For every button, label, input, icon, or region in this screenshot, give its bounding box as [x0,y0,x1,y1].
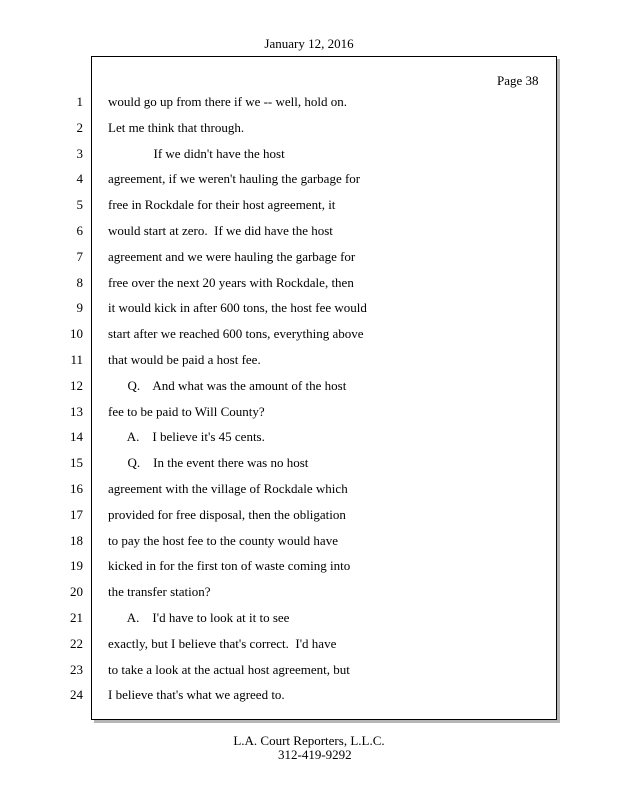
line-number: 11 [70,352,83,367]
transcript-line [0,660,618,680]
line-text: Q. In the event there was no host [108,455,309,471]
line-number: 22 [70,635,83,651]
transcript-line [0,427,618,447]
line-text: kicked in for the first ton of waste coming into [108,558,351,574]
transcript-line [0,634,618,654]
line-text: that would be paid a host fee. [108,352,261,367]
line-number: 9 [76,300,83,316]
line-number: 13 [70,403,83,419]
line-number: 23 [70,661,83,677]
line-number: 21 [70,610,83,625]
transcript-line [0,92,618,112]
line-number: 5 [76,197,83,213]
line-text: free in Rockdale for their host agreement, it [108,197,336,213]
line-text: provided for free disposal, then the obligation [108,506,346,522]
transcript-line [0,376,618,396]
transcript-line [0,685,618,705]
line-number: 8 [76,274,83,290]
court-reporter-name: L.A. Court Reporters, L.L.C. [233,733,385,748]
transcript-line [0,531,618,551]
transcript-line [0,221,618,241]
transcript-line [0,350,618,370]
line-number: 15 [70,455,83,471]
line-number: 14 [70,429,83,445]
line-text: free over the next 20 years with Rockdale, then [108,274,354,290]
line-number: 10 [70,326,83,342]
transcript-line [0,247,618,267]
line-number: 16 [70,481,83,496]
line-text: it would kick in after 600 tons, the host fee would [108,300,367,316]
transcript-line [0,195,618,215]
line-text: the transfer station? [108,584,211,600]
line-text: start after we reached 600 tons, everything above [108,326,364,342]
line-text: If we didn't have the host [108,145,285,161]
line-text: A. I'd have to look at it to see [108,610,290,625]
transcript-line [0,479,618,499]
line-text: agreement with the village of Rockdale which [108,481,348,496]
transcript-line [0,324,618,344]
transcript-line [0,298,618,318]
line-text: exactly, but I believe that's correct. I'd have [108,635,337,651]
line-number: 3 [76,145,83,161]
line-text: agreement and we were hauling the garbage for [108,248,356,264]
transcript-line [0,608,618,628]
line-text: would go up from there if we -- well, hold on. [108,94,348,109]
line-text: A. I believe it's 45 cents. [108,429,265,445]
line-text: fee to be paid to Will County? [108,403,265,419]
transcript-line [0,505,618,525]
transcript-line [0,453,618,473]
line-number: 18 [70,532,83,548]
transcript-line [0,169,618,189]
transcript-line [0,556,618,576]
transcript-line [0,582,618,602]
transcript-line [0,144,618,164]
line-number: 19 [70,558,83,574]
line-number: 12 [70,377,83,393]
line-text: I believe that's what we agreed to. [108,687,285,703]
transcript-date: January 12, 2016 [264,36,354,51]
page-number: Page 38 [497,73,539,88]
line-number: 2 [76,119,83,135]
transcript-line [0,118,618,138]
line-number: 1 [76,94,83,109]
transcript-line [0,273,618,293]
line-text: to take a look at the actual host agreement, but [108,661,350,677]
line-number: 20 [70,584,83,600]
line-number: 4 [76,171,83,187]
court-reporter-phone: 312-419-9292 [278,747,352,762]
line-number: 6 [76,223,83,238]
line-text: Let me think that through. [108,119,245,135]
line-text: to pay the host fee to the county would have [108,532,338,548]
line-text: would start at zero. If we did have the host [108,223,333,238]
transcript-line [0,402,618,422]
line-number: 24 [70,687,83,703]
line-number: 17 [70,506,83,522]
line-number: 7 [76,248,83,264]
line-text: agreement, if we weren't hauling the garbage for [108,171,361,187]
line-text: Q. And what was the amount of the host [108,377,347,393]
